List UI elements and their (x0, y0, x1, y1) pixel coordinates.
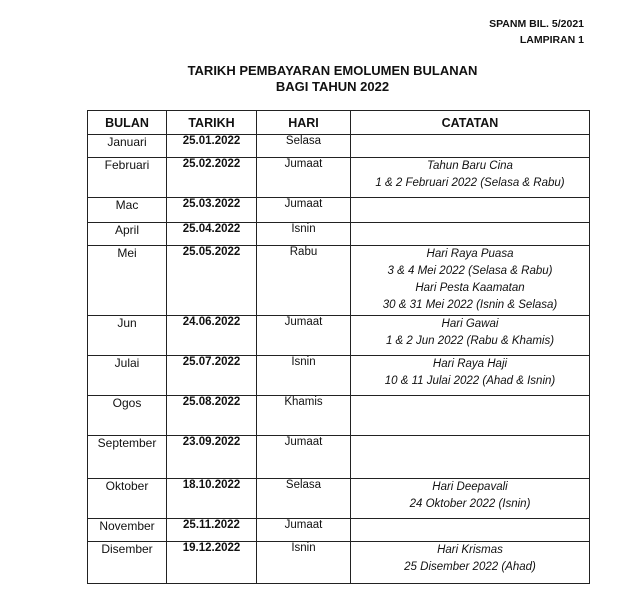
day-cell: Jumaat (257, 158, 351, 198)
title-line-1: TARIKH PEMBAYARAN EMOLUMEN BULANAN (187, 63, 478, 78)
note-cell (351, 396, 590, 436)
date-cell: 25.07.2022 (167, 356, 257, 396)
date-cell: 25.02.2022 (167, 158, 257, 198)
day-cell: Isnin (257, 542, 351, 584)
note-line: 1 & 2 Jun 2022 (Rabu & Khamis) (385, 335, 555, 347)
document-reference (489, 16, 584, 48)
note-line: Hari Raya Haji (432, 358, 508, 370)
date-cell: 25.08.2022 (167, 396, 257, 436)
day-cell: Jumaat (257, 316, 351, 356)
table-row (88, 223, 590, 246)
table-row (88, 158, 590, 198)
column-header-bulan: BULAN (88, 111, 167, 135)
month-cell: Oktober (88, 479, 167, 519)
month-cell: Februari (88, 158, 167, 198)
note-cell (351, 479, 590, 519)
date-cell: 25.03.2022 (167, 198, 257, 223)
column-header-catatan: CATATAN (351, 111, 590, 135)
day-cell: Selasa (257, 135, 351, 158)
day-cell: Khamis (257, 396, 351, 436)
note-cell (351, 246, 590, 316)
note-cell (351, 356, 590, 396)
date-cell: 18.10.2022 (167, 479, 257, 519)
table-row (88, 519, 590, 542)
month-cell: Mei (88, 246, 167, 316)
month-cell: Ogos (88, 396, 167, 436)
note-cell (351, 542, 590, 584)
note-line: 30 & 31 Mei 2022 (Isnin & Selasa) (382, 299, 558, 311)
payment-schedule-table (87, 110, 590, 584)
note-line: Hari Pesta Kaamatan (415, 282, 525, 294)
date-cell: 25.05.2022 (167, 246, 257, 316)
date-cell: 24.06.2022 (167, 316, 257, 356)
title-line-2: BAGI TAHUN 2022 (275, 79, 390, 94)
month-cell: Disember (88, 542, 167, 584)
note-line: Tahun Baru Cina (427, 160, 513, 172)
date-cell: 19.12.2022 (167, 542, 257, 584)
day-cell: Isnin (257, 223, 351, 246)
month-cell: September (88, 436, 167, 479)
note-line: 10 & 11 Julai 2022 (Ahad & Isnin) (384, 375, 556, 387)
note-line: Hari Gawai (441, 318, 499, 330)
note-cell (351, 316, 590, 356)
table-row (88, 396, 590, 436)
day-cell: Jumaat (257, 436, 351, 479)
month-cell: Jun (88, 316, 167, 356)
date-cell: 25.04.2022 (167, 223, 257, 246)
month-cell: Mac (88, 198, 167, 223)
column-header-tarikh: TARIKH (167, 111, 257, 135)
note-cell (351, 158, 590, 198)
note-line: 24 Oktober 2022 (Isnin) (409, 498, 531, 510)
month-cell: April (88, 223, 167, 246)
table-row (88, 479, 590, 519)
note-line: Hari Krismas (437, 544, 503, 556)
table-row (88, 198, 590, 223)
date-cell: 25.01.2022 (167, 135, 257, 158)
month-cell: November (88, 519, 167, 542)
day-cell: Jumaat (257, 198, 351, 223)
table-header-row (88, 111, 590, 135)
document-title (0, 63, 640, 95)
day-cell: Isnin (257, 356, 351, 396)
note-cell (351, 135, 590, 158)
day-cell: Jumaat (257, 519, 351, 542)
column-header-hari: HARI (257, 111, 351, 135)
attachment-label: LAMPIRAN 1 (519, 34, 584, 46)
note-line: 1 & 2 Februari 2022 (Selasa & Rabu) (375, 177, 565, 189)
date-cell: 23.09.2022 (167, 436, 257, 479)
table-row (88, 436, 590, 479)
note-line: 25 Disember 2022 (Ahad) (404, 561, 536, 573)
day-cell: Rabu (257, 246, 351, 316)
month-cell: Julai (88, 356, 167, 396)
note-cell (351, 198, 590, 223)
note-cell (351, 519, 590, 542)
date-cell: 25.11.2022 (167, 519, 257, 542)
note-line: 3 & 4 Mei 2022 (Selasa & Rabu) (387, 265, 553, 277)
table-row (88, 356, 590, 396)
month-cell: Januari (88, 135, 167, 158)
table-row (88, 246, 590, 316)
table-row (88, 135, 590, 158)
table-row (88, 542, 590, 584)
day-cell: Selasa (257, 479, 351, 519)
table-row (88, 316, 590, 356)
note-line: Hari Deepavali (432, 481, 508, 493)
note-cell (351, 436, 590, 479)
note-cell (351, 223, 590, 246)
note-line: Hari Raya Puasa (426, 248, 514, 260)
reference-number: SPANM BIL. 5/2021 (489, 18, 584, 30)
